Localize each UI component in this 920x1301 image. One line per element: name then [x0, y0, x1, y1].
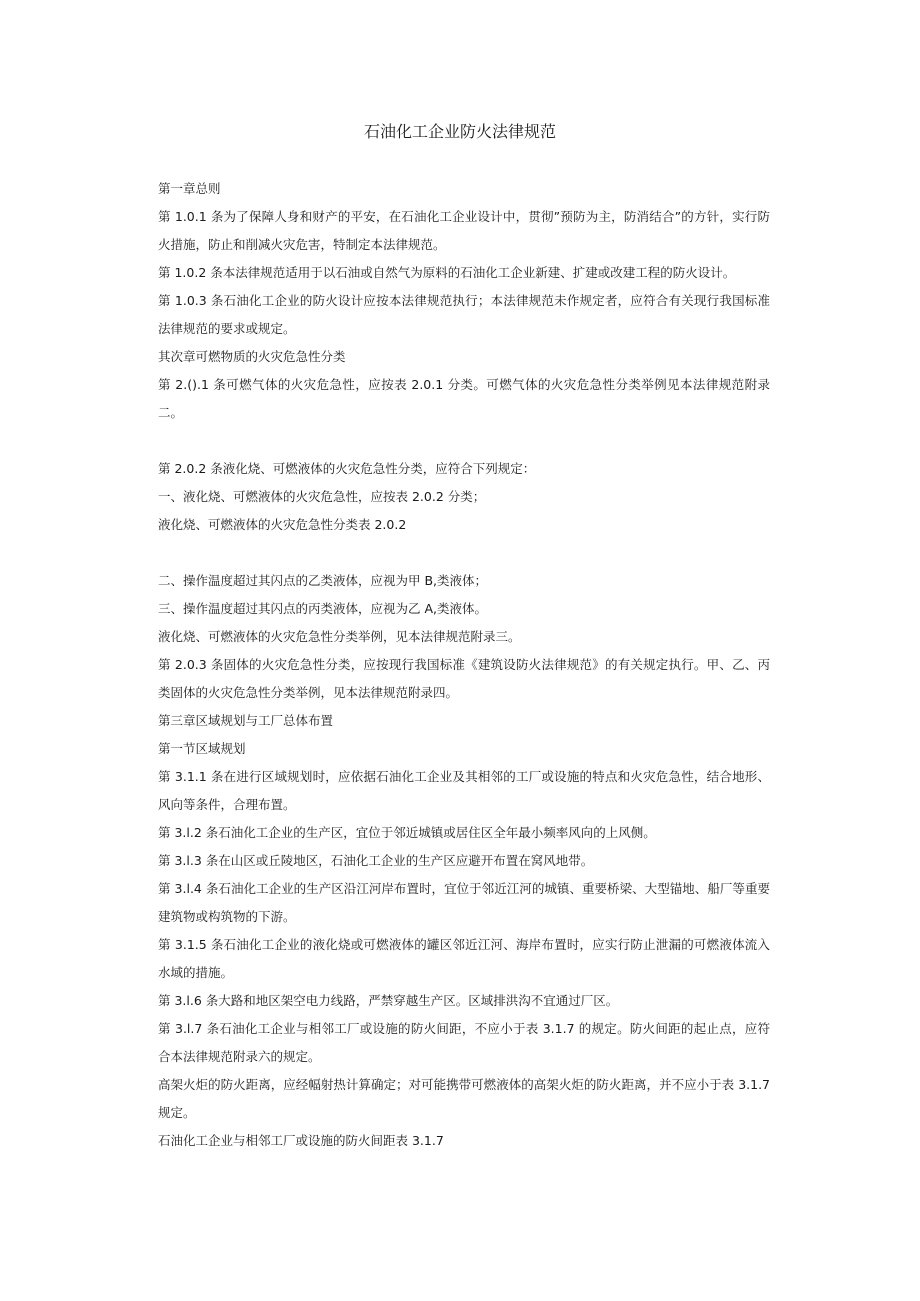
paragraph: 二、操作温度超过其闪点的乙类液体，应视为甲 B,类液体；	[158, 573, 488, 588]
paragraph: 一、液化烧、可燃液体的火灾危急性，应按表 2.0.2 分类；	[158, 489, 486, 504]
paragraph: 第 2.0.2 条液化烧、可燃液体的火灾危急性分类，应符合下列规定：	[158, 461, 536, 476]
paragraph: 第 3.l.6 条大路和地区架空电力线路，严禁穿越生产区。区域排洪沟不宜通过厂区。	[158, 993, 619, 1008]
paragraph: 第 3.l.3 条在山区或丘陵地区，石油化工企业的生产区应避开布置在窝风地带。	[158, 853, 594, 868]
paragraph: 液化烧、可燃液体的火灾危急性分类举例，见本法律规范附录三。	[158, 629, 521, 644]
chapter-heading: 其次章可燃物质的火灾危急性分类	[158, 349, 346, 364]
blank-line	[158, 427, 770, 455]
section-heading: 第一节区域规划	[158, 741, 246, 756]
chapter-heading: 第三章区域规划与工厂总体布置	[158, 713, 334, 728]
paragraph: 第 3.l.4 条石油化工企业的生产区沿江河岸布置时，宜位于邻近江河的城镇、重要桥梁、大型锚地、船厂等重要建筑物或构筑物的下游。	[158, 881, 770, 924]
document-title: 石油化工企业防火法律规范	[363, 122, 556, 141]
paragraph: 第 3.l.2 条石油化工企业的生产区，宜位于邻近城镇或居住区全年最小频率风向的上风侧。	[158, 825, 656, 840]
paragraph: 第 2.0.3 条固体的火灾危急性分类，应按现行我国标准《建筑设防火法律规范》的有关规定执行。甲、乙、丙类固体的火灾危急性分类举例，见本法律规范附录四。	[158, 657, 770, 700]
chapter-heading: 第一章总则	[158, 181, 221, 196]
paragraph: 第 1.0.1 条为了保障人身和财产的平安，在石油化工企业设计中，贯彻”预防为主，防消结合”的方针，实行防火措施，防止和削减火灾危害，特制定本法律规范。	[158, 209, 770, 252]
paragraph: 第 2.().1 条可燃气体的火灾危急性，应按表 2.0.1 分类。可燃气体的火灾危急性分类举例见本法律规范附录二。	[158, 377, 770, 420]
table-caption: 石油化工企业与相邻工厂或设施的防火间距表 3.1.7	[158, 1133, 444, 1148]
paragraph: 第 1.0.2 条本法律规范适用于以石油或自然气为原料的石油化工企业新建、扩建或改建工程的防火设计。	[158, 265, 736, 280]
document-body	[158, 175, 770, 1155]
paragraph: 第 3.l.7 条石油化工企业与相邻工厂或设施的防火间距，不应小于表 3.1.7 的规定。防火间距的起止点，应符合本法律规范附录六的规定。	[158, 1021, 770, 1064]
paragraph: 第 3.1.1 条在进行区域规划时，应依据石油化工企业及其相邻的工厂或设施的特点和火灾危急性，结合地形、风向等条件，合理布置。	[158, 769, 770, 812]
paragraph: 第 1.0.3 条石油化工企业的防火设计应按本法律规范执行；本法律规范未作规定者，应符合有关现行我国标准法律规范的要求或规定。	[158, 293, 770, 336]
paragraph: 高架火炬的防火距离，应经幅射热计算确定；对可能携带可燃液体的高架火炬的防火距离，并不应小于表 3.1.7 规定。	[158, 1077, 770, 1120]
paragraph: 三、操作温度超过其闪点的丙类液体，应视为乙 A,类液体。	[158, 601, 487, 616]
paragraph: 第 3.1.5 条石油化工企业的液化烧或可燃液体的罐区邻近江河、海岸布置时，应实行防止泄漏的可燃液体流入水域的措施。	[158, 937, 770, 980]
table-caption: 液化烧、可燃液体的火灾危急性分类表 2.0.2	[158, 517, 407, 532]
blank-line	[158, 539, 770, 567]
